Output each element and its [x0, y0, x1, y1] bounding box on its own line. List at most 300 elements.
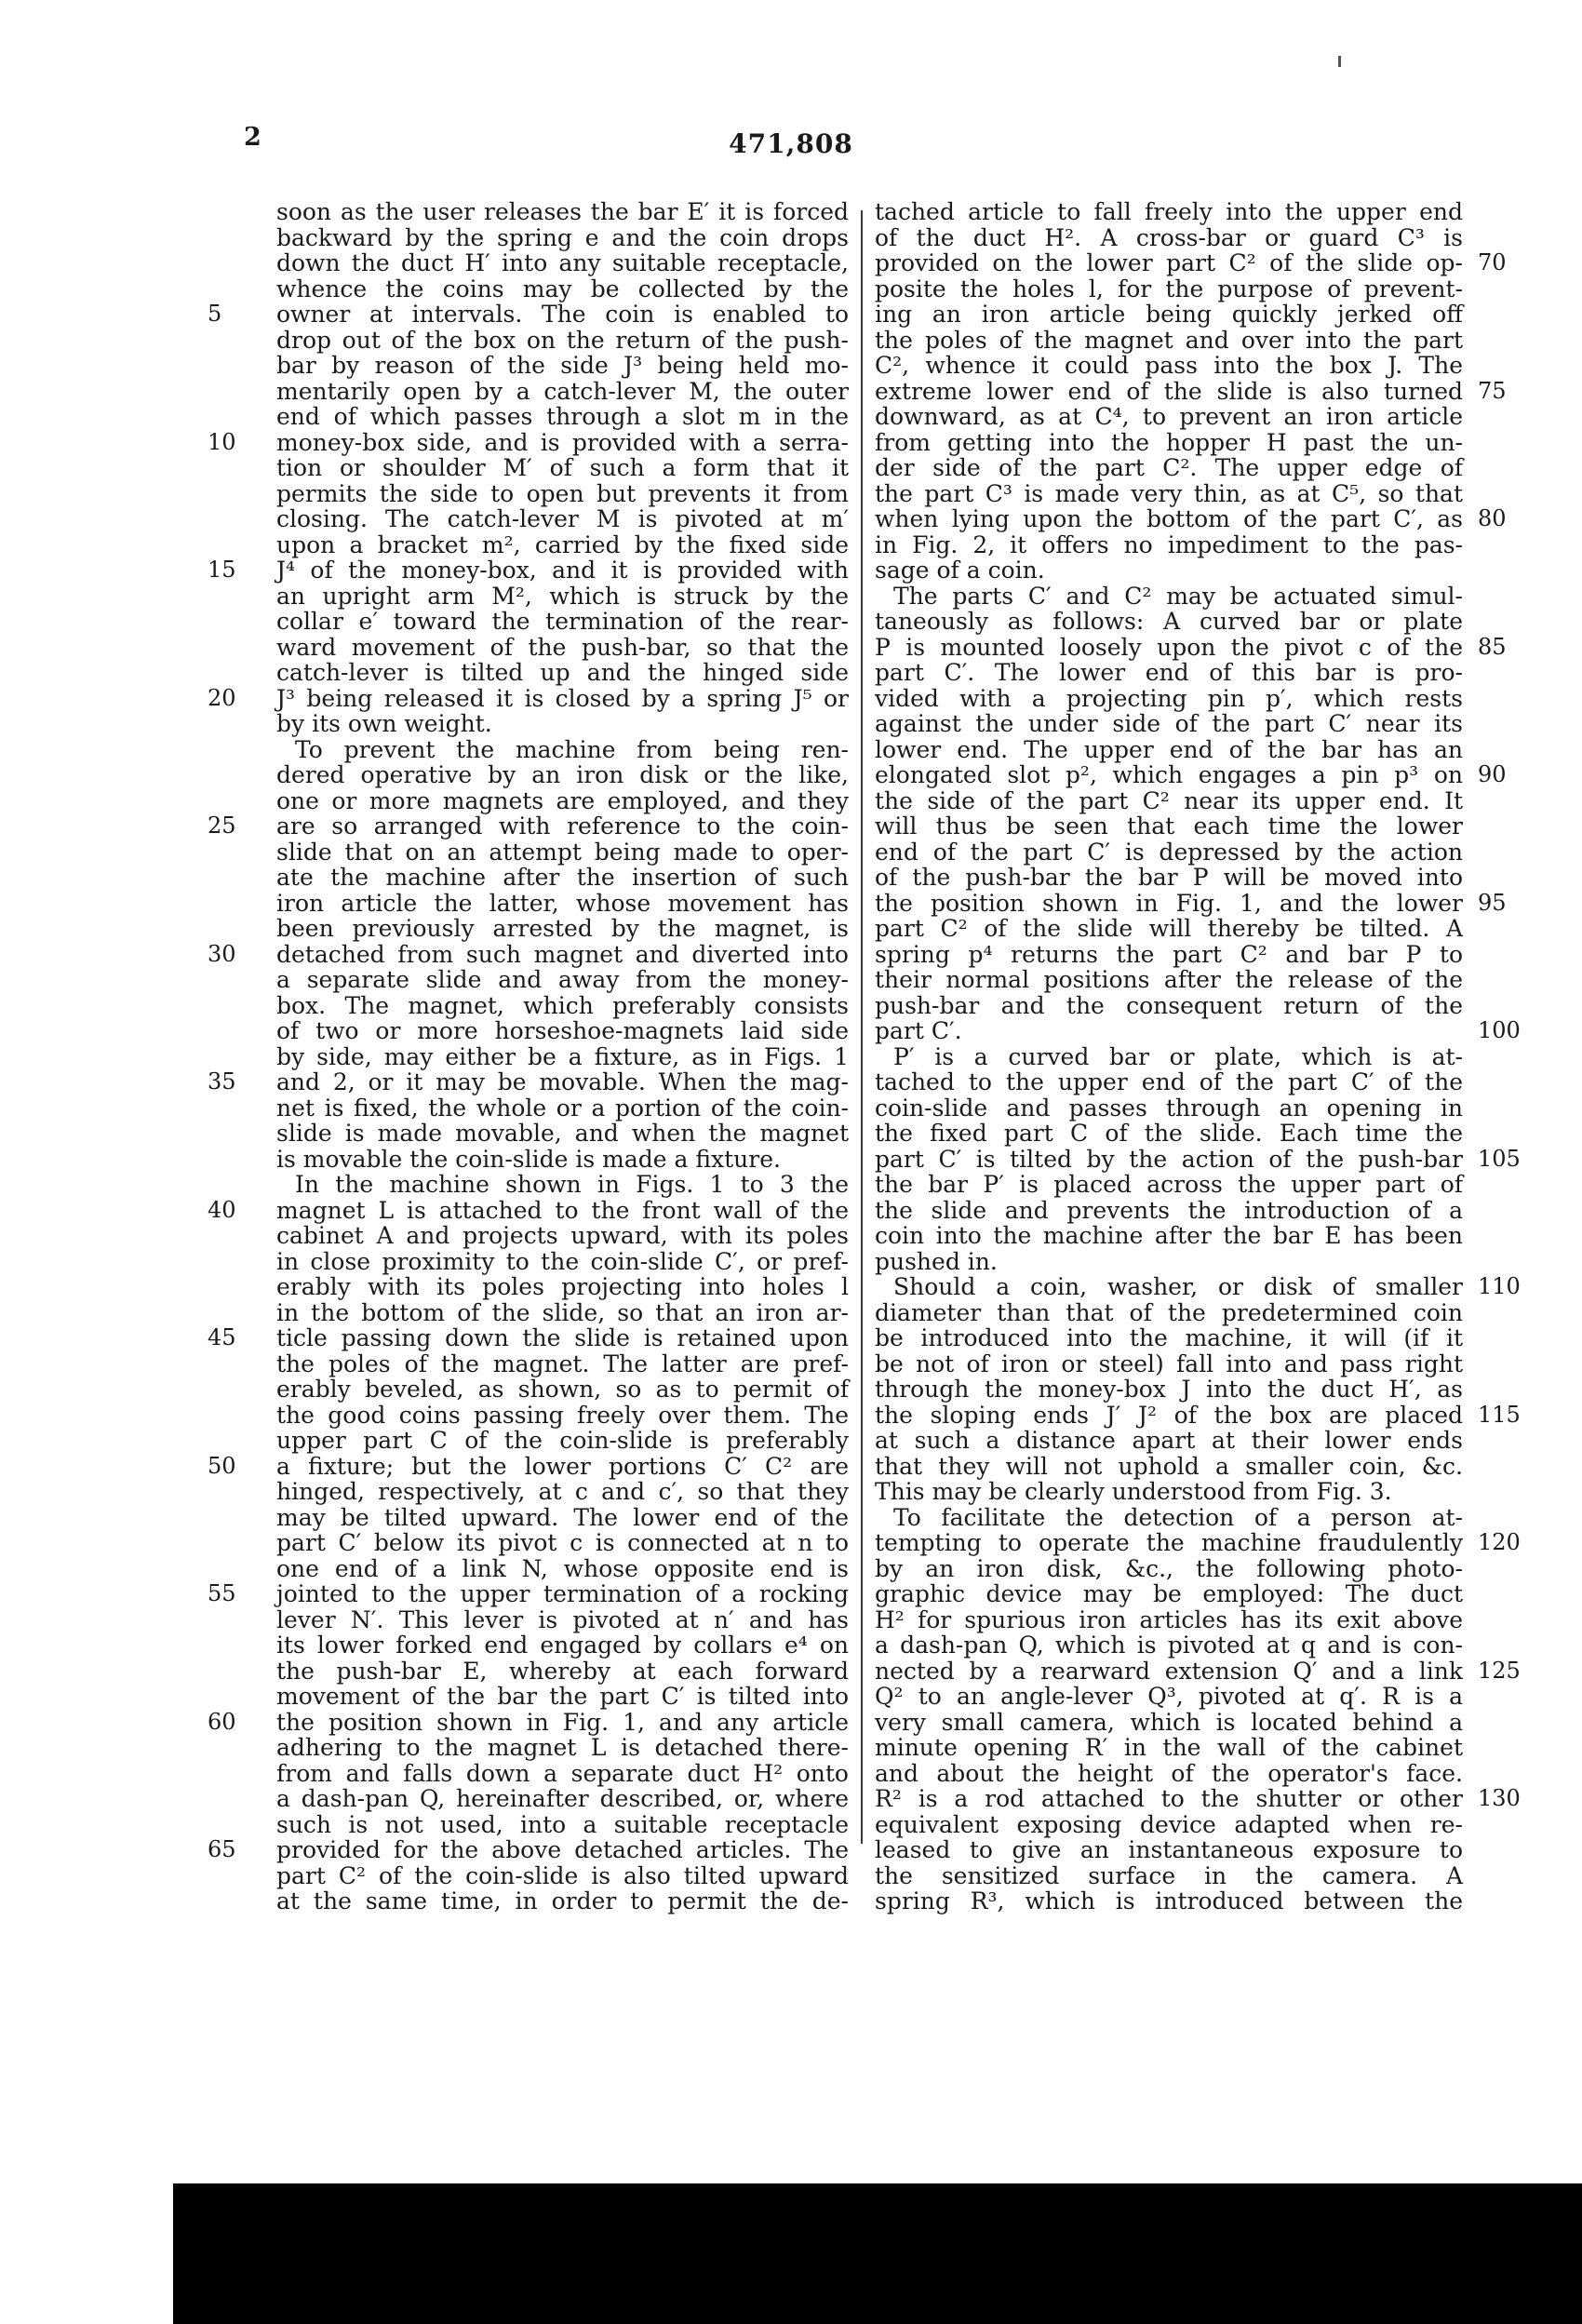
text-line	[276, 1095, 849, 1122]
text-line	[875, 967, 1463, 993]
line-text: ing an iron article being quickly jerked off	[875, 301, 1463, 328]
page-number: 2	[244, 123, 261, 152]
text-line	[875, 686, 1463, 712]
line-text: provided for the above detached articles. The	[276, 1836, 849, 1863]
text-line	[875, 1863, 1463, 1889]
text-line	[875, 1249, 1463, 1275]
line-text: push-bar and the consequent return of the	[875, 991, 1463, 1019]
line-text: of two or more horseshoe-magnets laid side	[276, 1017, 849, 1044]
line-text: soon as the user releases the bar E′ it is forced	[276, 198, 849, 225]
line-text: the good coins passing freely over them. The	[276, 1401, 849, 1429]
text-line	[875, 1401, 1521, 1429]
line-text: box. The magnet, which preferably consists	[276, 991, 849, 1019]
line-text: erably with its poles projecting into holes l	[276, 1273, 849, 1300]
text-line	[208, 1068, 849, 1095]
line-text: a fixture; but the lower portions C′ C² are	[276, 1452, 849, 1480]
line-text: the slide and prevents the introduction of a	[875, 1196, 1463, 1224]
text-line	[875, 1300, 1463, 1326]
line-text: slide is made movable, and when the magnet	[276, 1120, 849, 1147]
line-text: The parts C′ and C² may be actuated simul-	[893, 582, 1463, 610]
line-text: collar e′ toward the termination of the rear-	[276, 608, 849, 635]
line-text: Should a coin, washer, or disk of smaller	[893, 1273, 1463, 1300]
text-line	[875, 1121, 1463, 1147]
line-text: This may be clearly understood from Fig. 3.	[875, 1478, 1392, 1505]
line-text: leased to give an instantaneous exposure to	[875, 1836, 1463, 1863]
text-line	[208, 813, 849, 840]
line-text: H² for spurious iron articles has its exit above	[875, 1605, 1463, 1633]
line-text: in Fig. 2, it offers no impediment to the pas-	[875, 531, 1463, 558]
text-line	[875, 1325, 1463, 1351]
text-line	[875, 430, 1463, 456]
line-text: extreme lower end of the slide is also turned	[875, 377, 1463, 405]
line-text: To facilitate the detection of a person at-	[893, 1503, 1463, 1531]
text-line	[208, 301, 849, 328]
line-text: an upright arm M², which is struck by the	[276, 582, 849, 610]
text-line	[276, 379, 849, 405]
text-line	[875, 377, 1507, 405]
line-number: 55	[208, 1580, 236, 1606]
text-line	[276, 1632, 849, 1659]
text-line	[276, 737, 849, 763]
line-text: In the machine shown in Figs. 1 to 3 the	[295, 1171, 849, 1198]
text-line	[276, 865, 849, 891]
text-line	[208, 1196, 849, 1224]
text-line	[276, 532, 849, 558]
patent-number: 471,808	[729, 128, 853, 159]
line-text: R² is a rod attached to the shutter or other	[875, 1785, 1463, 1812]
line-text: such is not used, into a suitable receptacle	[276, 1810, 849, 1838]
line-text: diameter than that of the predetermined coin	[875, 1298, 1463, 1326]
line-text: owner at intervals. The coin is enabled to	[276, 301, 849, 328]
text-line	[276, 660, 849, 686]
text-line	[875, 1145, 1521, 1173]
line-text: against the under side of the part C′ near its	[875, 710, 1463, 737]
line-text: one end of a link N, whose opposite end is	[276, 1554, 849, 1582]
line-text: will thus be seen that each time the lower	[875, 813, 1463, 840]
text-line	[875, 813, 1463, 840]
text-line	[875, 1198, 1463, 1224]
text-line	[875, 1479, 1463, 1505]
text-line	[208, 1708, 849, 1736]
line-text: tached article to fall freely into the upper end	[875, 198, 1463, 225]
text-line	[875, 353, 1463, 379]
line-number: 110	[1478, 1273, 1521, 1299]
line-number: 45	[208, 1324, 236, 1350]
text-line	[276, 1812, 849, 1838]
line-text: by an iron disk, &c., the following photo-	[875, 1554, 1463, 1582]
text-line	[875, 1735, 1463, 1761]
text-line	[875, 1888, 1463, 1914]
line-text: ate the machine after the insertion of such	[276, 864, 849, 891]
text-line	[276, 1172, 849, 1198]
line-text: whence the coins may be collected by the	[276, 275, 849, 302]
text-line	[276, 1863, 849, 1889]
line-text: a dash-pan Q, which is pivoted at q and is con-	[875, 1632, 1463, 1659]
line-text: the push-bar E, whereby at each forward	[276, 1657, 849, 1685]
line-text: may be tilted upward. The lower end of the	[276, 1503, 849, 1531]
text-line	[875, 942, 1463, 968]
line-text: the position shown in Fig. 1, and any article	[276, 1708, 849, 1736]
line-text: backward by the spring e and the coin drops	[276, 223, 849, 251]
line-text: a separate slide and away from the money-	[276, 966, 849, 993]
line-text: part C² of the coin-slide is also tilted upward	[276, 1861, 849, 1889]
line-text: To prevent the machine from being ren-	[295, 735, 849, 763]
line-text: one or more magnets are employed, and they	[276, 786, 849, 814]
text-line	[208, 1324, 849, 1351]
text-line	[875, 1428, 1463, 1454]
text-line	[875, 1377, 1463, 1403]
text-line	[875, 865, 1463, 891]
line-text: catch-lever is tilted up and the hinged side	[276, 659, 849, 686]
left-text-column	[208, 198, 849, 1914]
line-number: 75	[1478, 377, 1507, 404]
text-line	[276, 1556, 849, 1582]
line-number: 20	[208, 684, 236, 711]
line-number: 25	[208, 813, 236, 839]
line-text: part C′.	[875, 1017, 962, 1044]
line-text: from getting into the hopper H past the un-	[875, 428, 1463, 456]
line-text: lower end. The upper end of the bar has an	[875, 735, 1463, 763]
line-text: spring p⁴ returns the part C² and bar P to	[875, 940, 1463, 968]
line-number: 90	[1478, 761, 1507, 787]
text-line	[276, 1786, 849, 1812]
line-number: 40	[208, 1196, 236, 1223]
text-line	[276, 609, 849, 635]
line-text: the fixed part C of the slide. Each time the	[875, 1120, 1463, 1147]
text-line	[276, 404, 849, 430]
line-text: upon a bracket m², carried by the fixed side	[276, 531, 849, 558]
text-line	[276, 353, 849, 379]
line-text: elongated slot p², which engages a pin p³ on	[875, 761, 1463, 788]
line-number: 50	[208, 1452, 236, 1479]
text-line	[875, 481, 1463, 507]
line-text: money-box side, and is provided with a serra-	[276, 428, 849, 456]
text-line	[875, 737, 1463, 763]
line-number: 80	[1478, 505, 1507, 531]
line-text: downward, as at C⁴, to prevent an iron article	[875, 403, 1463, 430]
line-text: posite the holes l, for the purpose of prevent-	[875, 275, 1463, 302]
text-line	[276, 1223, 849, 1249]
line-text: graphic device may be employed: The duct	[875, 1580, 1463, 1607]
text-line	[276, 1684, 849, 1710]
text-line	[875, 1454, 1463, 1480]
text-line	[875, 1044, 1463, 1070]
line-text: upper part C of the coin-slide is preferably	[276, 1427, 849, 1454]
text-line	[276, 1300, 849, 1326]
line-text: drop out of the box on the return of the push-	[276, 326, 849, 354]
text-line	[208, 1580, 849, 1607]
line-text: their normal positions after the release of the	[875, 966, 1463, 993]
line-text: P′ is a curved bar or plate, which is at-	[893, 1042, 1463, 1070]
line-text: be not of iron or steel) fall into and pass right	[875, 1350, 1463, 1377]
line-text: P is mounted loosely upon the pivot c of the	[875, 633, 1463, 661]
line-text: ward movement of the push-bar, so that the	[276, 633, 849, 661]
text-line	[875, 1172, 1463, 1198]
text-line	[276, 328, 849, 354]
text-line	[276, 1044, 849, 1070]
line-text: permits the side to open but prevents it from	[276, 479, 849, 507]
text-line	[875, 1273, 1521, 1300]
text-line	[276, 1888, 849, 1914]
line-text: tion or shoulder M′ of such a form that it	[276, 454, 849, 481]
line-text: J³ being released it is closed by a spring J⁵ or	[276, 684, 849, 712]
text-line	[276, 840, 849, 866]
text-line	[276, 1351, 849, 1377]
line-text: that they will not uphold a smaller coin, &c.	[875, 1452, 1463, 1480]
line-text: nected by a rearward extension Q′ and a link	[875, 1657, 1463, 1685]
text-line	[875, 1505, 1463, 1531]
text-line	[875, 840, 1463, 866]
scan-edge-bar	[173, 2183, 1582, 2324]
text-line	[875, 302, 1463, 328]
line-number: 65	[208, 1836, 236, 1862]
line-text: provided on the lower part C² of the slide op-	[875, 249, 1463, 276]
text-line	[276, 1147, 849, 1173]
text-line	[276, 1377, 849, 1403]
line-number: 115	[1478, 1401, 1521, 1428]
text-line	[276, 276, 849, 302]
text-line	[276, 506, 849, 532]
text-line	[276, 1403, 849, 1429]
line-text: movement of the bar the part C′ is tilted into	[276, 1683, 849, 1710]
line-text: the part C³ is made very thin, as at C⁵, so that	[875, 479, 1463, 507]
line-number: 125	[1478, 1657, 1521, 1684]
text-line	[276, 635, 849, 661]
line-text: erably beveled, as shown, so as to permit of	[276, 1376, 849, 1403]
line-number: 95	[1478, 889, 1507, 916]
text-line	[208, 684, 849, 712]
line-text: spring R³, which is introduced between the	[875, 1887, 1463, 1914]
line-text: dered operative by an iron disk or the like,	[276, 761, 849, 788]
line-text: through the money-box J into the duct H′, as	[875, 1376, 1463, 1403]
line-number: 130	[1478, 1785, 1521, 1811]
line-text: end of the part C′ is depressed by the action	[875, 838, 1463, 866]
line-text: in close proximity to the coin-slide C′, or pref-	[276, 1247, 849, 1275]
text-line	[875, 328, 1463, 354]
text-line	[875, 1017, 1521, 1044]
line-text: pushed in.	[875, 1247, 998, 1275]
line-text: hinged, respectively, at c and c′, so that they	[276, 1478, 849, 1505]
text-line	[875, 660, 1463, 686]
line-text: part C² of the slide will thereby be tilted. A	[875, 915, 1463, 942]
text-line	[875, 404, 1463, 430]
text-line	[875, 1710, 1463, 1736]
text-line	[276, 1428, 849, 1454]
line-number: 105	[1478, 1145, 1521, 1172]
text-line	[875, 1556, 1463, 1582]
text-line	[875, 788, 1463, 814]
line-text: minute opening R′ in the wall of the cabinet	[875, 1734, 1463, 1761]
line-text: coin into the machine after the bar E has been	[875, 1222, 1463, 1249]
text-line	[276, 891, 849, 917]
line-text: and 2, or it may be movable. When the mag-	[276, 1068, 849, 1095]
line-text: der side of the part C². The upper edge of	[875, 454, 1463, 481]
text-line	[276, 1249, 849, 1275]
text-line	[875, 633, 1507, 661]
text-line	[875, 1095, 1463, 1122]
line-text: part C′. The lower end of this bar is pro-	[875, 659, 1463, 686]
text-line	[875, 532, 1463, 558]
text-line	[875, 761, 1507, 788]
line-text: vided with a projecting pin p′, which rests	[875, 684, 1463, 712]
line-text: coin-slide and passes through an opening in	[875, 1094, 1463, 1122]
line-text: iron article the latter, whose movement has	[276, 889, 849, 917]
line-text: mentarily open by a catch-lever M, the outer	[276, 377, 849, 405]
text-line	[276, 711, 849, 737]
text-line	[875, 1812, 1463, 1838]
text-line	[276, 1121, 849, 1147]
text-line	[875, 505, 1507, 532]
line-text: a dash-pan Q, hereinafter described, or, where	[276, 1785, 849, 1812]
line-text: C², whence it could pass into the box J. The	[875, 352, 1463, 379]
text-line	[875, 225, 1463, 251]
line-number: 35	[208, 1068, 236, 1095]
text-line	[276, 762, 849, 788]
text-line	[875, 1632, 1463, 1659]
line-number: 70	[1478, 249, 1507, 275]
text-line	[276, 225, 849, 251]
text-line	[276, 1530, 849, 1556]
scan-speck	[1338, 56, 1341, 67]
line-text: slide that on an attempt being made to oper-	[276, 838, 849, 866]
line-number: 100	[1478, 1017, 1521, 1043]
line-text: end of which passes through a slot m in the	[276, 403, 849, 430]
text-line	[276, 916, 849, 942]
line-text: bar by reason of the side J³ being held mo-	[276, 352, 849, 379]
text-line	[875, 1761, 1463, 1787]
text-line	[276, 1479, 849, 1505]
line-text: the sloping ends J′ J² of the box are placed	[875, 1401, 1463, 1429]
text-line	[875, 557, 1463, 584]
text-line	[276, 993, 849, 1019]
text-line	[276, 1659, 849, 1685]
text-line	[276, 1607, 849, 1633]
line-number: 10	[208, 428, 236, 455]
line-text: closing. The catch-lever M is pivoted at m′	[276, 505, 849, 532]
line-text: tempting to operate the machine fraudulently	[875, 1529, 1463, 1556]
text-line	[875, 199, 1463, 225]
text-line	[276, 199, 849, 225]
text-line	[276, 1505, 849, 1531]
line-text: are so arranged with reference to the coin-	[276, 813, 849, 840]
text-line	[875, 609, 1463, 635]
right-text-column	[875, 198, 1521, 1914]
line-text: by its own weight.	[276, 710, 492, 737]
line-number: 85	[1478, 633, 1507, 660]
line-number: 60	[208, 1708, 236, 1735]
text-line	[875, 1223, 1463, 1249]
text-line	[875, 1785, 1521, 1812]
line-text: tached to the upper end of the part C′ of the	[875, 1068, 1463, 1095]
line-text: taneously as follows: A curved bar or plate	[875, 608, 1463, 635]
text-line	[276, 584, 849, 610]
text-line	[276, 1274, 849, 1300]
text-line	[276, 455, 849, 481]
line-text: in the bottom of the slide, so that an iron ar-	[276, 1298, 849, 1326]
line-text: the poles of the magnet and over into the part	[875, 326, 1463, 354]
line-text: part C′ below its pivot c is connected at n to	[276, 1529, 849, 1556]
text-line	[875, 1529, 1521, 1556]
column-divider	[861, 210, 863, 1844]
line-text: the bar P′ is placed across the upper part of	[875, 1171, 1463, 1198]
text-line	[208, 428, 849, 456]
text-line	[875, 889, 1507, 917]
line-text: from and falls down a separate duct H² onto	[276, 1759, 849, 1787]
text-line	[276, 481, 849, 507]
text-line	[875, 584, 1463, 610]
line-text: jointed to the upper termination of a rocking	[276, 1580, 849, 1607]
line-text: magnet L is attached to the front wall of the	[276, 1196, 849, 1224]
line-text: at the same time, in order to permit the de-	[276, 1887, 849, 1914]
text-line	[208, 557, 849, 584]
line-text: been previously arrested by the magnet, is	[276, 915, 849, 942]
text-line	[875, 1684, 1463, 1710]
text-line	[276, 967, 849, 993]
text-line	[276, 1761, 849, 1787]
text-line	[276, 788, 849, 814]
text-line	[875, 1069, 1463, 1095]
line-text: cabinet A and projects upward, with its poles	[276, 1222, 849, 1249]
line-text: J⁴ of the money-box, and it is provided with	[276, 557, 849, 584]
text-line	[875, 1607, 1463, 1633]
line-text: its lower forked end engaged by collars e⁴ on	[276, 1632, 849, 1659]
line-text: the side of the part C² near its upper end. It	[875, 786, 1463, 814]
line-text: Q² to an angle-lever Q³, pivoted at q′. R is a	[875, 1683, 1463, 1710]
line-text: the poles of the magnet. The latter are pref-	[276, 1350, 849, 1377]
line-text: net is fixed, the whole or a portion of the coin-	[276, 1094, 849, 1122]
line-text: when lying upon the bottom of the part C′, as	[875, 505, 1463, 532]
line-text: equivalent exposing device adapted when re-	[875, 1810, 1463, 1838]
line-text: be introduced into the machine, it will (if it	[875, 1324, 1463, 1351]
text-line	[276, 250, 849, 276]
text-line	[276, 1018, 849, 1044]
text-line	[208, 1452, 849, 1480]
line-number: 5	[208, 301, 222, 327]
text-line	[875, 1581, 1463, 1607]
line-text: of the duct H². A cross-bar or guard C³ is	[875, 223, 1463, 251]
line-text: of the push-bar the bar P will be moved into	[875, 864, 1463, 891]
text-line	[875, 993, 1463, 1019]
line-text: adhering to the magnet L is detached there-	[276, 1734, 849, 1761]
text-line	[208, 1836, 849, 1863]
text-line	[875, 249, 1507, 276]
line-text: part C′ is tilted by the action of the push-bar	[875, 1145, 1463, 1173]
text-line	[276, 1735, 849, 1761]
line-text: lever N′. This lever is pivoted at n′ and has	[276, 1605, 849, 1633]
line-number: 15	[208, 557, 236, 583]
line-number: 120	[1478, 1529, 1521, 1555]
line-text: by side, may either be a fixture, as in Figs. 1	[276, 1042, 849, 1070]
line-text: and about the height of the operator's face.	[875, 1759, 1463, 1787]
text-line	[875, 1657, 1521, 1685]
line-text: is movable the coin-slide is made a fixture.	[276, 1145, 781, 1173]
line-text: ticle passing down the slide is retained upon	[276, 1324, 849, 1351]
line-text: the position shown in Fig. 1, and the lower	[875, 889, 1463, 917]
text-line	[208, 940, 849, 968]
text-line	[875, 916, 1463, 942]
line-text: detached from such magnet and diverted into	[276, 940, 849, 968]
text-line	[875, 455, 1463, 481]
line-text: at such a distance apart at their lower ends	[875, 1427, 1463, 1454]
text-line	[875, 1351, 1463, 1377]
text-line	[875, 711, 1463, 737]
text-line	[875, 1837, 1463, 1863]
line-text: down the duct H′ into any suitable receptacle,	[276, 249, 849, 276]
line-text: very small camera, which is located behind a	[875, 1708, 1463, 1736]
line-text: the sensitized surface in the camera. A	[875, 1861, 1463, 1889]
line-text: sage of a coin.	[875, 557, 1045, 584]
text-line	[875, 276, 1463, 302]
